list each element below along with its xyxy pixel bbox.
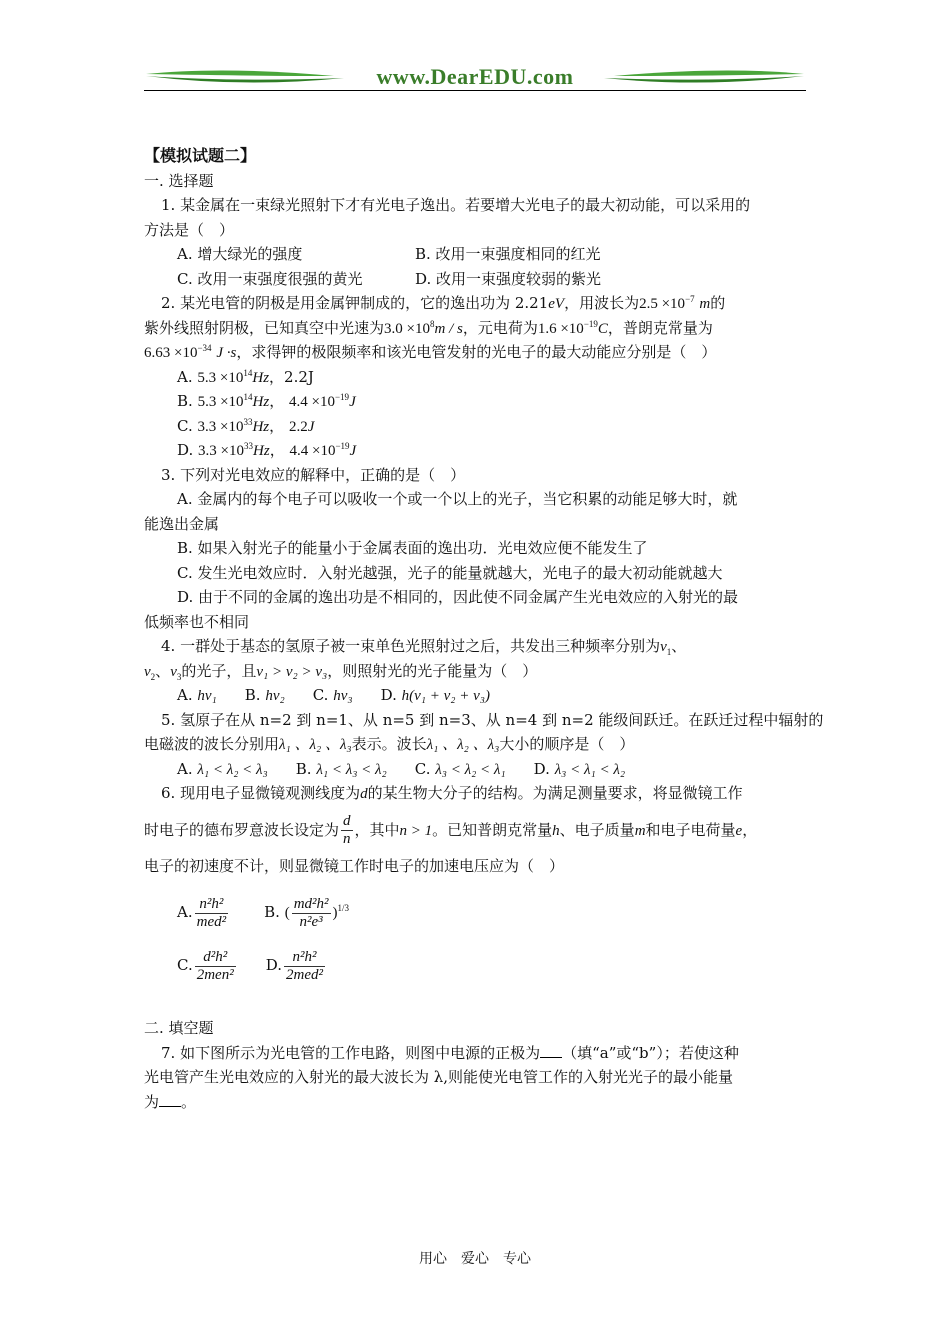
option-b: λ₁ < λ₃ < λ₂ [316,761,387,778]
text: ，用波长为 [564,294,640,312]
math: 1.6 ×10 [537,320,584,337]
option-label: A. [177,686,193,704]
option-label: A. [177,759,193,778]
option-label: D. [265,956,282,974]
text: 2. 某光电管的阴极是用金属钾制成的，它的逸出功为 2.21 [161,294,549,312]
option-c [195,949,236,984]
math-sub: 1 [666,647,672,657]
page-title: 【模拟试题二】 [144,146,257,165]
site-logo[interactable]: www.DearEDU.com [376,64,574,89]
text: ，普朗克常量为 [607,318,713,337]
q4-line [144,634,808,659]
option-d: h(ν₁ + ν₂ + ν₃) [401,688,490,704]
text: 、 [671,637,687,655]
page-footer: 用心 爱心 专心 [419,1251,531,1267]
math: 5.3 ×10 [197,394,244,410]
text: 。 [181,1092,197,1111]
option-a [144,365,808,390]
option-label: A. [177,903,193,921]
math: Hz [252,418,270,435]
math: 4.4 ×10 [289,443,336,459]
option-d [284,949,325,984]
q3-line: 3. 下列对光电效应的解释中，正确的是（ ） [161,465,466,484]
option-label: B. [177,392,193,410]
math: 3.3 ×10 [198,443,245,459]
q2-line [144,316,808,341]
q5-line: 5. 氢原子在从 n=2 到 n=1、从 n=5 到 n=3、从 n=4 到 n=2 能级间跃迁。在跃迁过程中辐射的 [161,710,824,729]
q1-options [144,267,808,292]
math: 4.4 ×10 [289,394,335,410]
option-label: C. [414,759,431,778]
q2-line [144,291,808,316]
math: m [699,296,711,312]
fraction [341,813,353,848]
option-c [144,414,808,439]
math: J [307,418,315,435]
q7-line [144,1041,808,1066]
math-sub: 3 [176,671,182,682]
q1-line: 1. 某金属在一束绿光照射下才有光电子逸出。若要增大光电子的最大初动能，可以采用的 [161,196,751,214]
option-b: B. 改用一束强度相同的红光 [415,245,601,263]
math: J [349,443,357,459]
option-a: A. 增大绿光的强度 [177,245,303,263]
math-exp: −7 [685,294,695,304]
option-c: C. 发生光电效应时．入射光越强，光子的能量就越大，光电子的最大初动能就越大 [177,563,723,582]
math: ν₁ > ν₂ > ν₃ [256,663,328,680]
q6-line [144,806,808,854]
text: ，其中 [354,820,400,839]
text: 的光子，且 [181,661,257,680]
option-a [195,896,229,931]
text: 紫外线照射阴极，已知真空中光速为 [144,318,385,337]
header-rule [144,90,806,91]
option-a: A. 金属内的每个电子可以吸收一个或一个以上的光子，当它积累的动能足够大时，就 [177,490,738,508]
math: eV [548,296,565,312]
math-exp: 33 [244,441,254,451]
math-exp: −34 [197,343,212,353]
q6-options [144,938,808,992]
text: 大小的顺序是（ ） [499,735,635,753]
math-exp: −19 [335,441,350,451]
math: 2.5 ×10 [639,296,686,312]
option-b [144,389,808,414]
q4-options [144,683,808,708]
answer-blank[interactable] [540,1045,562,1058]
option-d [144,438,808,463]
denominator: 2men² [196,966,234,983]
option-b: hν₂ [265,688,285,704]
math: Hz [253,443,270,459]
math: ν [144,663,151,680]
math-sub: 2 [150,671,156,682]
math: ν [170,663,177,680]
option-b [292,896,331,931]
option-label: C. [177,416,193,435]
text: 7. 如下图所示为光电管的工作电路，则图中电源的正极为 [161,1043,541,1062]
math: e [735,822,743,839]
math-exp: −19 [334,392,350,402]
option-c: λ₃ < λ₂ < λ₁ [435,761,506,778]
option-b: B. 如果入射光子的能量小于金属表面的逸出功．光电效应便不能发生了 [177,539,648,557]
text: ，元电荷为 [462,318,538,337]
option-label: B. [244,686,261,704]
math: n > 1 [399,822,433,839]
text: 电磁波的波长分别用 [144,735,280,753]
option-a: hν₁ [197,688,217,704]
math: ν [660,639,667,655]
option-label: D. [533,759,550,778]
answer-blank[interactable] [159,1094,181,1107]
math: 3.0 ×10 [384,320,430,337]
text: 时电子的德布罗意波长设定为 [144,820,340,839]
option-label: C. [312,686,329,704]
math-exp: 14 [243,392,253,402]
q6-options: A. $\frac{\text{n²h²}}{\text{med²}}$ B. ( $\frac{\text{md²h²}}{\text{n²e³}}$ )$^{1/3}$ [177,895,350,930]
page-header [144,62,806,94]
text: ，则照射光的光子能量为（ ） [327,661,538,680]
text: （填“a”或“b”）；若使这种 [562,1043,739,1062]
math: 2.2 [288,418,308,435]
text: ，求得钾的极限频率和该光电管发射的光电子的最大动能应分别是（ ） [236,343,717,361]
math: C [597,320,608,337]
option-d: λ₃ < λ₁ < λ₂ [554,761,626,778]
option-d: D. 改用一束强度较弱的紫光 [415,269,602,288]
option-d: D. 由于不同的金属的逸出功是不相同的，因此使不同金属产生光电效应的入射光的最 [177,588,739,606]
exam-content [144,144,824,1114]
section-heading: 一. 选择题 [144,171,214,190]
text: ， [269,392,285,410]
math: h [552,822,560,839]
option-a-cont: 能逸出金属 [144,514,220,533]
option-a: λ₁ < λ₂ < λ₃ [197,761,268,778]
text: 为 [144,1092,160,1111]
q7-line: 光电管产生光电效应的入射光的最大波长为 λ,则能使光电管工作的入射光光子的最小能量 [144,1068,734,1086]
denominator: n²e³ [299,913,323,930]
option-c: C. 改用一束强度很强的黄光 [177,269,363,288]
text: 的某生物大分子的结构。为满足测量要求，将显微镜工作 [367,784,743,802]
math-exp: −19 [583,318,598,329]
math: m / s [434,320,463,337]
numerator: n²h² [284,949,325,967]
q5-line [144,732,808,757]
numerator: d²h² [195,949,236,967]
numerator: d [343,813,351,829]
math: Hz [252,394,270,410]
text: 6. 现用电子显微镜观测线度为 [161,784,361,802]
text: 。已知普朗克常量 [432,820,553,839]
text: ，2.2J [269,367,314,386]
option-d-cont: 低频率也不相同 [144,612,250,631]
option-label: C. [177,956,193,974]
denominator: med² [196,913,227,930]
q6-line [144,781,808,806]
denominator: n [343,831,351,847]
math: λ₁ 、λ₂ 、λ₃ [279,737,352,753]
text: ， [269,416,285,435]
math: λ₁ 、λ₂ 、λ₃ [426,737,500,753]
option-label: D. [380,686,397,704]
q1-line: 方法是（ ） [144,220,235,239]
math: 5.3 ×10 [197,369,244,386]
text: 4. 一群处于基态的氢原子被一束单色光照射过之后，共发出三种频率分别为 [161,637,661,655]
math: m [634,822,646,839]
math-exp: 14 [243,367,253,378]
math: d [360,786,368,802]
math-exp: 8 [429,318,435,329]
math: 3.3 ×10 [197,418,244,435]
q2-line [144,340,808,365]
option-label: B. [264,903,280,921]
math: J [349,394,356,410]
text: 的 [710,294,726,312]
denominator: 2med² [285,966,323,983]
text: 、电子质量 [559,820,635,839]
text: ， [269,441,285,459]
numerator: md²h² [293,895,329,912]
q5-options [144,757,808,782]
q1-options [144,242,808,267]
q4-line [144,659,808,684]
math: Hz [252,369,270,386]
math-exp: 33 [243,416,253,427]
numerator: n²h² [195,896,229,914]
section-heading: 二. 填空题 [144,1019,214,1037]
math-exp: 1/3 [337,903,350,913]
text: ， [742,820,758,839]
text: 表示。波长 [351,735,427,753]
option-label: A. [177,367,193,386]
option-label: D. [177,441,194,459]
math: J ·s [216,345,237,361]
q7-line [144,1090,808,1115]
option-label: B. [295,759,312,778]
text: 和电子电荷量 [645,820,736,839]
text: 、 [155,661,171,680]
math: 6.63 ×10 [144,345,198,361]
q6-line: 电子的初速度不计，则显微镜工作时电子的加速电压应为（ ） [144,856,565,875]
option-c: hν₃ [333,688,353,704]
